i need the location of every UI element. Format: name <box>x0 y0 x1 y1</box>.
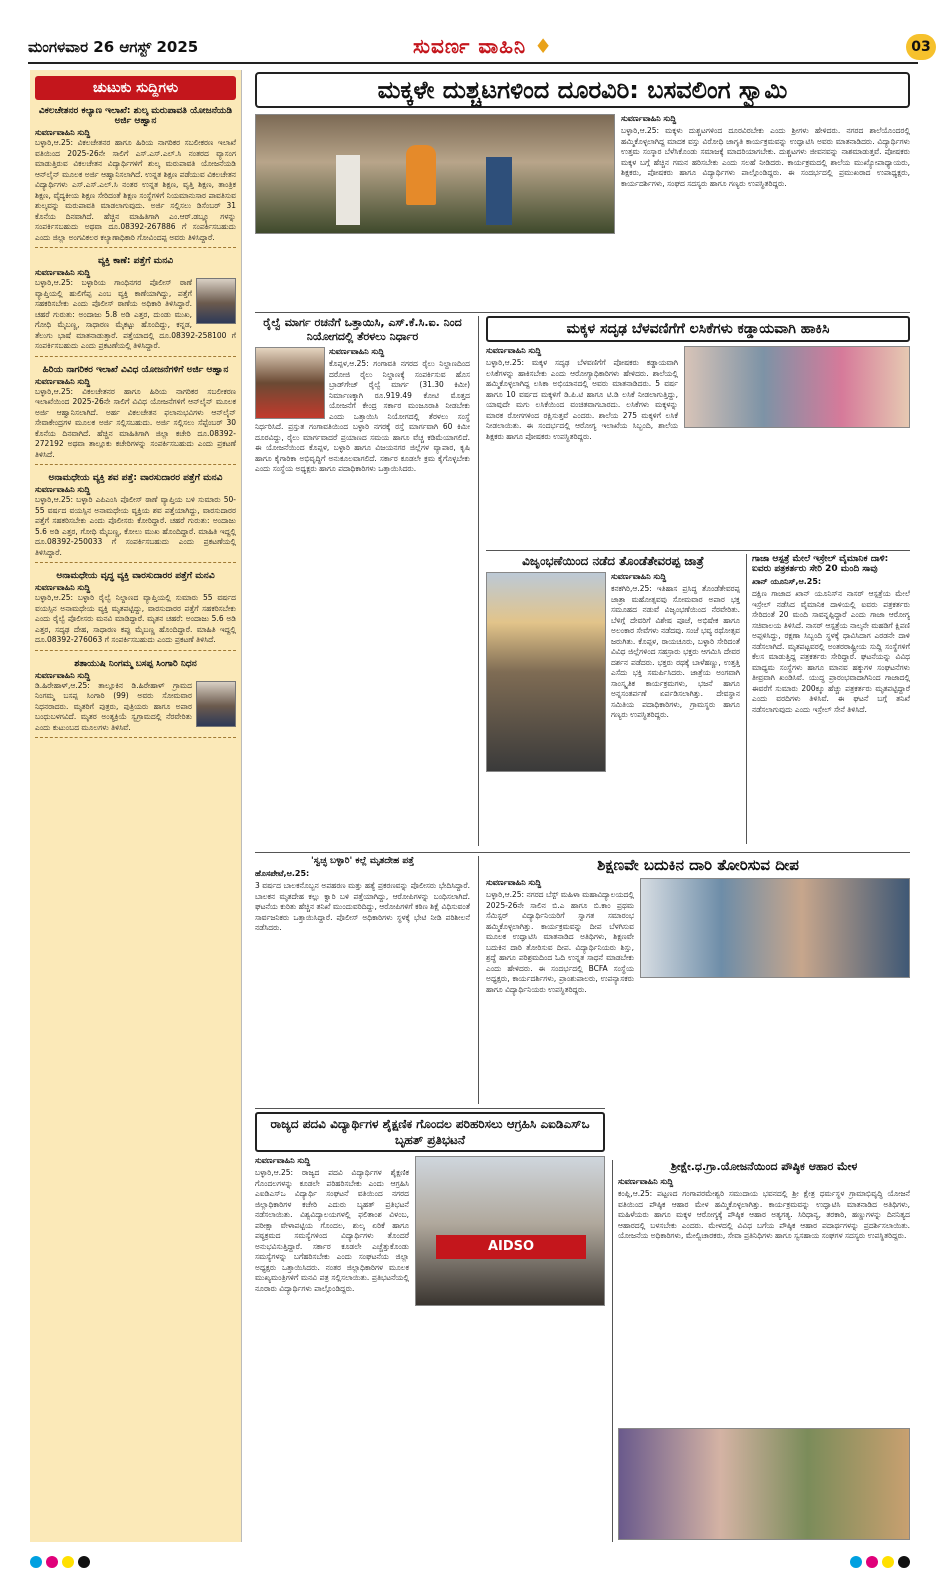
protest-article <box>255 1112 605 1542</box>
brief-byline: ಸುವರ್ಣವಾಹಿನಿ ಸುದ್ದಿ <box>35 583 91 592</box>
registration-mark <box>46 1556 58 1568</box>
gaza-headline: ಗಾಜಾ ಆಸ್ಪತ್ರೆ ಮೇಲೆ ಇಸ್ರೇಲ್ ವೈಮಾನಿಕ ದಾಳಿ: ಐವರು ಪತ್ರಕರ್ತರು ಸೇರಿ 20 ಮಂದಿ ಸಾವು <box>752 554 889 574</box>
protest-text <box>255 1156 605 1294</box>
vaccine-article <box>486 316 910 546</box>
lamp-icon: ♦ <box>534 34 553 58</box>
divider <box>612 1160 613 1542</box>
vaccine-headline: ಮಕ್ಕಳ ಸದೃಢ ಬೆಳವಣಿಗೆಗೆ ಲಸಿಕೆಗಳು ಕಡ್ಡಾಯವಾಗಿ ಹಾಕಿಸಿ <box>486 316 910 342</box>
brief-byline: ಸುವರ್ಣವಾಹಿನಿ ಸುದ್ದಿ <box>35 268 91 277</box>
brief-item <box>35 571 236 651</box>
brief-headline: ಅನಾಮಧೇಯ ವೃದ್ಧ ವ್ಯಕ್ತಿ ವಾರಸುದಾರರ ಪತ್ತೆಗೆ ಮನವಿ <box>56 571 215 581</box>
protest-body: ಬಳ್ಳಾರಿ,ಆ.25: ರಾಜ್ಯದ ಪದವಿ ವಿದ್ಯಾರ್ಥಿಗಳ ಶೈಕ್ಷಣಿಕ ಗೊಂದಲಗಳನ್ನು ಕೂಡಲೇ ಪರಿಹರಿಸಬೇಕು ಎಂದು ಆಗ್ರಹಿಸಿ ಎಐಡಿಎಸ್‌ಒ ವಿದ್ಯಾರ್ಥಿ ಸಂಘಟನೆ ವತಿಯಿಂದ ನಗರದ ಜಿಲ್ಲಾಧಿಕಾರಿಗಳ ಕಚೇರಿ ಎದುರು ಬೃಹತ್ ಪ್ರತಿಭಟನೆ ನಡೆಸಲಾಯಿತು. ವಿಶ್ವವಿದ್ಯಾಲಯಗಳಲ್ಲಿ ಫಲಿತಾಂಶ ವಿಳಂಬ, ಪರೀಕ್ಷಾ ವೇಳಾಪಟ್ಟಿಯ ಗೊಂದಲ, ಶುಲ್ಕ ಏರಿಕೆ ಹಾಗೂ ಪಠ್ಯಕ್ರಮದ ಸಮಸ್ಯೆಗಳಿಂದ ವಿದ್ಯಾರ್ಥಿಗಳು ತೊಂದರೆ ಅನುಭವಿಸುತ್ತಿದ್ದಾರೆ. ಸರ್ಕಾರ ಕೂಡಲೇ ಎಚ್ಚೆತ್ತುಕೊಂಡು ಸಮಸ್ಯೆಗಳನ್ನು ಬಗೆಹರಿಸಬೇಕು ಎಂದು ಸಂಘಟನೆಯ ಜಿಲ್ಲಾ ಅಧ್ಯಕ್ಷರು ಒತ್ತಾಯಿಸಿದರು. ನಂತರ ಜಿಲ್ಲಾಧಿಕಾರಿಗಳ ಮೂಲಕ ಮುಖ್ಯಮಂತ್ರಿಗಳಿಗೆ ಮನವಿ ಪತ್ರ ಸಲ್ಲಿಸಲಾಯಿತು. ಪ್ರತಿಭಟನೆಯಲ್ಲಿ ನೂರಾರು ವಿದ್ಯಾರ್ಥಿಗಳು ಪಾಲ್ಗೊಂಡಿದ್ದರು. <box>255 1168 409 1293</box>
newspaper-name: ಸುವರ್ಣ ವಾಹಿನಿ <box>413 34 527 58</box>
brief-body: ಬಳ್ಳಾರಿ,ಆ.25: ವಿಕಲಚೇತನರ ಹಾಗೂ ಹಿರಿಯ ನಾಗರಿಕರ ಸಬಲೀಕರಣ ಇಲಾಖೆಯಿಂದ 2025-26ನೇ ಸಾಲಿಗೆ ವಿವಿಧ ಯೋಜನೆಗಳಿಗೆ ಆನ್‌ಲೈನ್ ಮೂಲಕ ಅರ್ಜಿ ಆಹ್ವಾನಿಸಲಾಗಿದೆ. ಅರ್ಹ ವಿಕಲಚೇತನ ಫಲಾನುಭವಿಗಳು ಆನ್‌ಲೈನ್ ಸೇವಾಕೇಂದ್ರಗಳ ಮೂಲಕ ಅರ್ಜಿ ಸಲ್ಲಿಸಬಹುದು. ಅರ್ಜಿ ಸಲ್ಲಿಸಲು ಸೆಪ್ಟೆಂಬರ್ 30 ಕೊನೆಯ ದಿನವಾಗಿದೆ. ಹೆಚ್ಚಿನ ಮಾಹಿತಿಗಾಗಿ ಜಿಲ್ಲಾ ಕಚೇರಿ ದೂ.08392-272192 ಅಥವಾ ತಾಲ್ಲೂಕು ಕಚೇರಿಗಳನ್ನು ಸಂಪರ್ಕಿಸಬಹುದು ಎಂದು ಪ್ರಕಟಣೆ ತಿಳಿಸಿದೆ. <box>35 386 236 459</box>
protest-headline: ರಾಜ್ಯದ ಪದವಿ ವಿದ್ಯಾರ್ಥಿಗಳ ಶೈಕ್ಷಣಿಕ ಗೊಂದಲ ಪರಿಹರಿಸಲು ಆಗ್ರಹಿಸಿ ಎಐಡಿಎಸ್‌ಒ ಬೃಹತ್ ಪ್ರತಿಭಟನೆ <box>255 1112 605 1152</box>
registration-mark <box>882 1556 894 1568</box>
brief-portrait <box>196 278 236 324</box>
lamp-byline: ಸುವರ್ಣವಾಹಿನಿ ಸುದ್ದಿ <box>486 878 542 887</box>
brief-body: ಬಳ್ಳಾರಿ,ಆ.25: ವಿಕಲಚೇತನರ ಹಾಗೂ ಹಿರಿಯ ನಾಗರಿಕರ ಸಬಲೀಕರಣ ಇಲಾಖೆ ವತಿಯಿಂದ 2025-26ನೇ ಸಾಲಿಗೆ ಎಸ್.ಎಸ್.ಎಲ್.ಸಿ ನಂತರದ ವ್ಯಾಸಂಗ ಮಾಡುತ್ತಿರುವ ವಿಕಲಚೇತನ ವಿದ್ಯಾರ್ಥಿಗಳಿಗೆ ಶುಲ್ಕ ಮರುಪಾವತಿ ಯೋಜನೆಯಡಿ ಆನ್‌ಲೈನ್ ಮೂಲಕ ಅರ್ಜಿ ಆಹ್ವಾನಿಸಲಾಗಿದೆ. ಉನ್ನತ ಶಿಕ್ಷಣ ಪಡೆಯುವ ವಿಕಲಚೇತನ ವಿದ್ಯಾರ್ಥಿಗಳು ಎಸ್.ಎಸ್.ಎಲ್.ಸಿ ನಂತರ ಉನ್ನತ ಶಿಕ್ಷಣ, ವೃತ್ತಿ ಶಿಕ್ಷಣ, ತಾಂತ್ರಿಕ ಶಿಕ್ಷಣ, ವೈದ್ಯಕೀಯ ಶಿಕ್ಷಣ ಸೇರಿದಂತೆ ಶಿಕ್ಷಣ ಸಂಸ್ಥೆಗಳಿಗೆ ನಿಯಮಾನುಸಾರ ಪಾವತಿಸುವ ಶುಲ್ಕವನ್ನು ಮರುಪಾವತಿ ಮಾಡಲಾಗುವುದು. ಅರ್ಜಿ ಸಲ್ಲಿಸಲು ಡಿಸೆಂಬರ್ 31 ಕೊನೆಯ ದಿನವಾಗಿದೆ. ಹೆಚ್ಚಿನ ಮಾಹಿತಿಗಾಗಿ ಎಂ.ಆರ್.ಡಬ್ಲ್ಯೂ ಗಳನ್ನು ಸಂಪರ್ಕಿಸಬಹುದು ಅಥವಾ ದೂ.08392-267886 ಗೆ ಸಂಪರ್ಕಿಸಬಹುದು ಎಂದು ಜಿಲ್ಲಾ ಅಂಗವಿಕಲರ ಕಲ್ಯಾಣಾಧಿಕಾರಿ ಗೋವಿಂದಪ್ಪ ಅವರು ತಿಳಿಸಿದ್ದಾರೆ. <box>35 138 236 242</box>
gaza-body: ದಕ್ಷಿಣ ಗಾಜಾದ ಖಾನ್ ಯೂನಿಸ್‌ನ ನಾಸರ್ ಆಸ್ಪತ್ರೆಯ ಮೇಲೆ ಇಸ್ರೇಲ್ ನಡೆಸಿದ ವೈಮಾನಿಕ ದಾಳಿಯಲ್ಲಿ ಐವರು ಪತ್ರಕರ್ತರು ಸೇರಿದಂತೆ 20 ಮಂದಿ ಸಾವನ್ನಪ್ಪಿದ್ದಾರೆ ಎಂದು ಗಾಜಾ ಆರೋಗ್ಯ ಸಚಿವಾಲಯ ತಿಳಿಸಿದೆ. ನಾಸರ್ ಆಸ್ಪತ್ರೆಯ ನಾಲ್ಕನೇ ಮಹಡಿಗೆ ಕ್ಷಿಪಣಿ ಅಪ್ಪಳಿಸಿದ್ದು, ರಕ್ಷಣಾ ಸಿಬ್ಬಂದಿ ಸ್ಥಳಕ್ಕೆ ಧಾವಿಸಿದಾಗ ಎರಡನೇ ದಾಳಿ ನಡೆಸಲಾಗಿದೆ. ಮೃತಪಟ್ಟವರಲ್ಲಿ ಅಂತರರಾಷ್ಟ್ರೀಯ ಸುದ್ದಿ ಸಂಸ್ಥೆಗಳಿಗೆ ಕೆಲಸ ಮಾಡುತ್ತಿದ್ದ ಪತ್ರಕರ್ತರು ಸೇರಿದ್ದಾರೆ. ಘಟನೆಯನ್ನು ವಿವಿಧ ಮಾಧ್ಯಮ ಸಂಸ್ಥೆಗಳು ಹಾಗೂ ಮಾನವ ಹಕ್ಕುಗಳ ಸಂಘಟನೆಗಳು ತೀವ್ರವಾಗಿ ಖಂಡಿಸಿವೆ. ಯುದ್ಧ ಪ್ರಾರಂಭವಾದಾಗಿನಿಂದ ಗಾಜಾದಲ್ಲಿ ಈವರೆಗೆ ಸುಮಾರು 200ಕ್ಕೂ ಹೆಚ್ಚು ಪತ್ರಕರ್ತರು ಮೃತಪಟ್ಟಿದ್ದಾರೆ ಎಂದು ವರದಿಗಳು ತಿಳಿಸಿವೆ. ಈ ಘಟನೆ ಬಗ್ಗೆ ತನಿಖೆ ನಡೆಸಲಾಗುವುದು ಎಂದು ಇಸ್ರೇಲ್ ಸೇನೆ ತಿಳಿಸಿದೆ. <box>752 589 910 714</box>
brief-byline: ಸುವರ್ಣವಾಹಿನಿ ಸುದ್ದಿ <box>35 485 91 494</box>
cleanup-body: 3 ವರ್ಷದ ಬಾಲಕನೊಬ್ಬನ ಅಪಹರಣ ಮತ್ತು ಹತ್ಯೆ ಪ್ರಕರಣವನ್ನು ಪೊಲೀಸರು ಭೇದಿಸಿದ್ದಾರೆ. ಬಾಲಕನ ಮೃತದೇಹ ಕಲ್ಲು ಕ್ವಾರಿ ಬಳಿ ಪತ್ತೆಯಾಗಿದ್ದು, ಆರೋಪಿಗಳನ್ನು ಬಂಧಿಸಲಾಗಿದೆ. ಘಟನೆಯ ಕುರಿತು ಹೆಚ್ಚಿನ ತನಿಖೆ ಮುಂದುವರಿದಿದ್ದು, ಆರೋಪಿಗಳಿಗೆ ಕಠಿಣ ಶಿಕ್ಷೆ ವಿಧಿಸುವಂತೆ ಸಾರ್ವಜನಿಕರು ಒತ್ತಾಯಿಸಿದ್ದಾರೆ. ಪೊಲೀಸ್ ಅಧಿಕಾರಿಗಳು ಸ್ಥಳಕ್ಕೆ ಭೇಟಿ ನೀಡಿ ಪರಿಶೀಲನೆ ನಡೆಸಿದರು. <box>255 881 470 932</box>
brief-item <box>35 659 236 739</box>
brief-byline: ಸುವರ್ಣವಾಹಿನಿ ಸುದ್ದಿ <box>35 670 91 680</box>
registration-mark <box>78 1556 90 1568</box>
divider <box>478 856 479 1104</box>
brief-body: ಡಿ.ಹಿರೇಹಾಳ್,ಆ.25: ತಾಲ್ಲೂಕಿನ ಡಿ.ಹಿರೇಹಾಳ್ ಗ್ರಾಮದ ನಿಂಗಮ್ಮ ಬಸಪ್ಪ ಸಿಂಗಾರಿ (99) ಅವರು ಸೋಮವಾರ ನಿಧನರಾದರು. ಮೃತರಿಗೆ ಪುತ್ರರು, ಪುತ್ರಿಯರು ಹಾಗೂ ಅಪಾರ ಬಂಧುಬಳಗವಿದೆ. ಮೃತರ ಅಂತ್ಯಕ್ರಿಯೆ ಸ್ವಗ್ರಾಮದಲ್ಲಿ ನೆರವೇರಿತು ಎಂದು ಕುಟುಂಬದ ಮೂಲಗಳು ತಿಳಿಸಿವೆ. <box>35 680 192 732</box>
divider <box>486 550 910 551</box>
registration-mark <box>866 1556 878 1568</box>
cleanup-headline: 'ಸ್ವಚ್ಛ ಬಳ್ಳಾರಿ' ಕಲ್ಲೆ ಮೃತದೇಹ ಪತ್ತೆ <box>310 856 415 866</box>
gaza-article <box>752 554 910 844</box>
photo-spacer <box>255 114 621 236</box>
vaccine-photo <box>684 346 910 428</box>
vaccine-text <box>486 346 910 442</box>
lead-text <box>255 114 910 304</box>
briefs-banner: ಚುಟುಕು ಸುದ್ದಿಗಳು <box>35 76 236 100</box>
brief-headline: ಅನಾಮಧೇಯ ವ್ಯಕ್ತಿ ಶವ ಪತ್ತೆ: ವಾರಸುದಾರರ ಪತ್ತೆಗೆ ಮನವಿ <box>48 473 223 483</box>
railway-portrait <box>255 347 325 419</box>
brief-headline: ವ್ಯಕ್ತಿ ಕಾಣೆ: ಪತ್ತೆಗೆ ಮನವಿ <box>97 256 174 266</box>
divider <box>255 312 910 313</box>
aidso-banner: AIDSO <box>436 1235 586 1259</box>
lead-article <box>255 114 910 304</box>
divider <box>255 1108 605 1109</box>
lamp-article <box>486 856 910 1156</box>
brief-item <box>35 473 236 563</box>
chariot-photo <box>486 572 606 772</box>
lead-headline: ಮಕ್ಕಳೇ ದುಶ್ಚಟಗಳಿಂದ ದೂರವಿರಿ: ಬಸವಲಿಂಗ ಸ್ವಾಮಿ <box>255 72 910 108</box>
fair-headline: ವಿಜೃಂಭಣೆಯಿಂದ ನಡೆದ ತೊಂಡೆತೇವರಪ್ಪ ಜಾತ್ರೆ <box>522 554 704 568</box>
divider <box>478 316 479 846</box>
fair-byline: ಸುವರ್ಣವಾಹಿನಿ ಸುದ್ದಿ <box>611 572 667 581</box>
gaza-byline: ಖಾನ್ ಯೂನಿಸ್,ಆ.25: <box>752 577 822 586</box>
registration-mark <box>898 1556 910 1568</box>
issue-date: ಮಂಗಳವಾರ 26 ಆಗಸ್ಟ್ 2025 <box>28 38 199 56</box>
protest-byline: ಸುವರ್ಣವಾಹಿನಿ ಸುದ್ದಿ <box>255 1156 311 1165</box>
brief-body: ಬಳ್ಳಾರಿ,ಆ.25: ಬಳ್ಳಾರಿ ರೈಲ್ವೆ ನಿಲ್ದಾಣದ ವ್ಯಾಪ್ತಿಯಲ್ಲಿ ಸುಮಾರು 55 ವರ್ಷದ ವಯಸ್ಸಿನ ಅನಾಮಧೇಯ ವ್ಯಕ್ತಿ ಮೃತಪಟ್ಟಿದ್ದು, ವಾರಸುದಾರರ ಪತ್ತೆಗೆ ಸಹಕರಿಸಬೇಕು ಎಂದು ರೈಲ್ವೆ ಪೊಲೀಸರು ಮನವಿ ಮಾಡಿದ್ದಾರೆ. ಮೃತನ ಚಹರೆ: ಅಂದಾಜು 5.6 ಅಡಿ ಎತ್ತರ, ಸದೃಢ ದೇಹ, ಸಾಧಾರಣ ಕಪ್ಪು ಮೈಬಣ್ಣ ಹೊಂದಿದ್ದಾರೆ. ಮಾಹಿತಿ ಇದ್ದಲ್ಲಿ ದೂ.08392-276063 ಗೆ ಸಂಪರ್ಕಿಸಬಹುದು ಎಂದು ಪ್ರಕಟಣೆ ತಿಳಿಸಿದೆ. <box>35 593 236 644</box>
railway-body: ಕೊಪ್ಪಳ,ಆ.25: ಗಂಗಾವತಿ ನಗರದ ರೈಲು ನಿಲ್ದಾಣದಿಂದ ದರೋಜಿ ರೈಲು ನಿಲ್ದಾಣಕ್ಕೆ ಸಂಪರ್ಕಿಸುವ ಹೊಸ ಬ್ರಾಡ್‌ಗೇಜ್ ರೈಲ್ವೆ ಮಾರ್ಗ (31.30 ಕಿಮೀ) ನಿರ್ಮಾಣಕ್ಕಾಗಿ ರೂ.919.49 ಕೋಟಿ ಮೊತ್ತದ ಯೋಜನೆಗೆ ಕೇಂದ್ರ ಸರ್ಕಾರ ಮಂಜೂರಾತಿ ನೀಡಬೇಕು ಎಂದು ಒತ್ತಾಯಿಸಿ ನಿಯೋಗದಲ್ಲಿ ತೆರಳಲು ಸಂಸ್ಥೆ ನಿರ್ಧರಿಸಿದೆ. ಪ್ರಸ್ತುತ ಗಂಗಾವತಿಯಿಂದ ಬಳ್ಳಾರಿ ನಗರಕ್ಕೆ ರಸ್ತೆ ಮಾರ್ಗವಾಗಿ 60 ಕಿಮೀ ದೂರವಿದ್ದು, ರೈಲು ಮಾರ್ಗವಾದರೆ ಪ್ರಯಾಣದ ಸಮಯ ಹಾಗೂ ವೆಚ್ಚ ಕಡಿಮೆಯಾಗಲಿದೆ. ಈ ಯೋಜನೆಯಿಂದ ಕೊಪ್ಪಳ, ಬಳ್ಳಾರಿ ಹಾಗೂ ವಿಜಯನಗರ ಜಿಲ್ಲೆಗಳ ವ್ಯಾಪಾರ, ಕೃಷಿ ಹಾಗೂ ಕೈಗಾರಿಕಾ ಅಭಿವೃದ್ಧಿಗೆ ಅನುಕೂಲವಾಗಲಿದೆ. ಸರ್ಕಾರ ಕೂಡಲೇ ಕ್ರಮ ಕೈಗೊಳ್ಳಬೇಕು ಎಂದು ಸಂಸ್ಥೆಯ ಅಧ್ಯಕ್ಷರು ಹಾಗೂ ಪದಾಧಿಕಾರಿಗಳು ಒತ್ತಾಯಿಸಿದರು. <box>255 359 470 473</box>
brief-portrait <box>196 681 236 727</box>
brief-headline: ಹಿರಿಯ ನಾಗರಿಕರ ಇಲಾಖೆ ವಿವಿಧ ಯೋಜನೆಗಳಿಗೆ ಅರ್ಜಿ ಆಹ್ವಾನ <box>42 364 229 375</box>
vaccine-body: ಬಳ್ಳಾರಿ,ಆ.25: ಮಕ್ಕಳ ಸದೃಢ ಬೆಳವಣಿಗೆಗೆ ಪೋಷಕರು ಕಡ್ಡಾಯವಾಗಿ ಲಸಿಕೆಗಳನ್ನು ಹಾಕಿಸಬೇಕು ಎಂದು ಆರೋಗ್ಯಾಧಿಕಾರಿಗಳು ಹೇಳಿದರು. ಶಾಲೆಯಲ್ಲಿ ಹಮ್ಮಿಕೊಳ್ಳಲಾಗಿದ್ದ ಲಸಿಕಾ ಅಭಿಯಾನದಲ್ಲಿ ಅವರು ಮಾತನಾಡಿದರು. 5 ವರ್ಷ ಹಾಗೂ 10 ವರ್ಷದ ಮಕ್ಕಳಿಗೆ ಡಿ.ಪಿ.ಟಿ ಹಾಗೂ ಟಿ.ಡಿ ಲಸಿಕೆ ನೀಡಲಾಗುತ್ತಿದ್ದು, ಯಾವುದೇ ಮಗು ಲಸಿಕೆಯಿಂದ ವಂಚಿತವಾಗಬಾರದು. ಲಸಿಕೆಗಳು ಮಕ್ಕಳನ್ನು ಮಾರಕ ರೋಗಗಳಿಂದ ರಕ್ಷಿಸುತ್ತವೆ ಎಂದರು. ಶಾಲೆಯ 275 ಮಕ್ಕಳಿಗೆ ಲಸಿಕೆ ನೀಡಲಾಯಿತು. ಈ ಸಂದರ್ಭದಲ್ಲಿ ಆರೋಗ್ಯ ಇಲಾಖೆಯ ಸಿಬ್ಬಂದಿ, ಶಾಲೆಯ ಶಿಕ್ಷಕರು ಹಾಗೂ ಪೋಷಕರು ಉಪಸ್ಥಿತರಿದ್ದರು. <box>486 358 678 441</box>
brief-body: ಬಳ್ಳಾರಿ,ಆ.25: ಬಳ್ಳಾರಿ ಎಪಿಎಂಸಿ ಪೊಲೀಸ್ ಠಾಣೆ ವ್ಯಾಪ್ತಿಯ ಬಳಿ ಸುಮಾರು 50-55 ವರ್ಷದ ವಯಸ್ಸಿನ ಅನಾಮಧೇಯ ವ್ಯಕ್ತಿಯ ಶವ ಪತ್ತೆಯಾಗಿದ್ದು, ವಾರಸುದಾರರ ಪತ್ತೆಗೆ ಸಹಕರಿಸಬೇಕು ಎಂದು ಪೊಲೀಸರು ಕೋರಿದ್ದಾರೆ. ಚಹರೆ ಗುರುತು: ಅಂದಾಜು 5.6 ಅಡಿ ಎತ್ತರ, ಗೋಧಿ ಮೈಬಣ್ಣ, ಕೋಲು ಮುಖ ಹೊಂದಿದ್ದಾರೆ. ಮಾಹಿತಿ ಇದ್ದಲ್ಲಿ ದೂ.08392-250033 ಗೆ ಸಂಪರ್ಕಿಸಬಹುದು ಎಂದು ಪ್ರಕಟಣೆಯಲ್ಲಿ ತಿಳಿಸಿದ್ದಾರೆ. <box>35 495 236 557</box>
nutrition-headline: ಶ್ರೀಕ್ಷೇ.ಧ.ಗ್ರಾ.ಯೋಜನೆಯಿಂದ ಪೌಷ್ಠಿಕ ಆಹಾರ ಮೇಳ <box>670 1160 858 1173</box>
brief-item <box>35 256 236 357</box>
nutrition-body: ಕಂಪ್ಲಿ,ಆ.25: ಪಟ್ಟಣದ ಗಂಗಾಪರಮೇಶ್ವರಿ ಸಮುದಾಯ ಭವನದಲ್ಲಿ ಶ್ರೀ ಕ್ಷೇತ್ರ ಧರ್ಮಸ್ಥಳ ಗ್ರಾಮಾಭಿವೃದ್ಧಿ ಯೋಜನೆ ವತಿಯಿಂದ ಪೌಷ್ಠಿಕ ಆಹಾರ ಮೇಳ ಹಮ್ಮಿಕೊಳ್ಳಲಾಗಿತ್ತು. ಕಾರ್ಯಕ್ರಮವನ್ನು ಉದ್ಘಾಟಿಸಿ ಮಾತನಾಡಿದ ಅತಿಥಿಗಳು, ಮಹಿಳೆಯರು ಹಾಗೂ ಮಕ್ಕಳ ಆರೋಗ್ಯಕ್ಕೆ ಪೌಷ್ಠಿಕ ಆಹಾರ ಅತ್ಯಗತ್ಯ. ಸಿರಿಧಾನ್ಯ, ತರಕಾರಿ, ಹಣ್ಣುಗಳನ್ನು ದಿನನಿತ್ಯದ ಆಹಾರದಲ್ಲಿ ಬಳಸಬೇಕು ಎಂದರು. ಮೇಳದಲ್ಲಿ ವಿವಿಧ ಬಗೆಯ ಪೌಷ್ಠಿಕ ಆಹಾರ ಪದಾರ್ಥಗಳನ್ನು ಪ್ರದರ್ಶಿಸಲಾಯಿತು. ಯೋಜನೆಯ ಅಧಿಕಾರಿಗಳು, ಮೇಲ್ವಿಚಾರಕರು, ಸೇವಾ ಪ್ರತಿನಿಧಿಗಳು ಹಾಗೂ ಸ್ವಸಹಾಯ ಸಂಘಗಳ ಸದಸ್ಯರು ಉಪಸ್ಥಿತರಿದ್ದರು. <box>618 1189 910 1240</box>
registration-mark <box>30 1556 42 1568</box>
lamp-text <box>486 878 910 995</box>
lead-body: ಬಳ್ಳಾರಿ,ಆ.25: ಮಕ್ಕಳು ದುಶ್ಚಟಗಳಿಂದ ದೂರವಿರಬೇಕು ಎಂದು ಶ್ರೀಗಳು ಹೇಳಿದರು. ನಗರದ ಶಾಲೆಯೊಂದರಲ್ಲಿ ಹಮ್ಮಿಕೊಳ್ಳಲಾಗಿದ್ದ ಮಾದಕ ವಸ್ತು ವಿರೋಧಿ ಜಾಗೃತಿ ಕಾರ್ಯಕ್ರಮವನ್ನು ಉದ್ಘಾಟಿಸಿ ಅವರು ಮಾತನಾಡಿದರು. ವಿದ್ಯಾರ್ಥಿಗಳು ಉತ್ತಮ ಸಂಸ್ಕಾರ ಬೆಳೆಸಿಕೊಂಡು ಸಮಾಜಕ್ಕೆ ಮಾದರಿಯಾಗಬೇಕು. ದುಶ್ಚಟಗಳು ಜೀವನವನ್ನು ನಾಶಮಾಡುತ್ತವೆ. ಪೋಷಕರು ಮಕ್ಕಳ ಬಗ್ಗೆ ಹೆಚ್ಚಿನ ಗಮನ ಹರಿಸಬೇಕು ಎಂದು ಸಲಹೆ ನೀಡಿದರು. ಕಾರ್ಯಕ್ರಮದಲ್ಲಿ ಶಾಲೆಯ ಮುಖ್ಯೋಪಾಧ್ಯಾಯರು, ಶಿಕ್ಷಕರು, ಪೋಷಕರು ಹಾಗೂ ವಿದ್ಯಾರ್ಥಿಗಳು ಪಾಲ್ಗೊಂಡಿದ್ದರು. ಈ ಸಂದರ್ಭದಲ್ಲಿ ಪ್ರಮುಖರಾದ ಉಪಾಧ್ಯಕ್ಷರು, ಕಾರ್ಯದರ್ಶಿಗಳು, ಸಂಘದ ಸದಸ್ಯರು ಹಾಗೂ ಗಣ್ಯರು ಉಪಸ್ಥಿತರಿದ್ದರು. <box>621 126 910 188</box>
fair-article <box>486 554 740 844</box>
divider <box>255 852 910 853</box>
registration-mark <box>62 1556 74 1568</box>
registration-mark <box>850 1556 862 1568</box>
brief-item <box>35 365 236 466</box>
vaccine-byline: ಸುವರ್ಣವಾಹಿನಿ ಸುದ್ದಿ <box>486 346 542 355</box>
brief-headline: ವಿಕಲಚೇತನರ ಕಲ್ಯಾಣ ಇಲಾಖೆ: ಶುಲ್ಕ ಮರುಪಾವತಿ ಯೋಜನೆಯಡಿ ಅರ್ಜಿ ಆಹ್ವಾನ <box>38 106 233 126</box>
lamp-photo <box>640 878 910 978</box>
protest-photo <box>415 1156 605 1306</box>
newspaper-title <box>413 34 553 58</box>
nutrition-article <box>618 1160 910 1542</box>
briefs-column <box>30 70 242 1542</box>
brief-byline: ಸುವರ್ಣವಾಹಿನಿ ಸುದ್ದಿ <box>35 128 91 137</box>
railway-byline: ಸುವರ್ಣವಾಹಿನಿ ಸುದ್ದಿ <box>329 347 385 356</box>
lamp-body: ಬಳ್ಳಾರಿ,ಆ.25: ನಗರದ ಬೆಸ್ಟ್ ಮಹಿಳಾ ಮಹಾವಿದ್ಯಾಲಯದಲ್ಲಿ 2025-26ನೇ ಸಾಲಿನ ಬಿ.ಎ ಹಾಗೂ ಬಿ.ಕಾಂ ಪ್ರಥಮ ಸೆಮಿಸ್ಟರ್ ವಿದ್ಯಾರ್ಥಿನಿಯರಿಗೆ ಸ್ವಾಗತ ಸಮಾರಂಭ ಹಮ್ಮಿಕೊಳ್ಳಲಾಗಿತ್ತು. ಕಾರ್ಯಕ್ರಮವನ್ನು ದೀಪ ಬೆಳಗಿಸುವ ಮೂಲಕ ಉದ್ಘಾಟಿಸಿ ಮಾತನಾಡಿದ ಅತಿಥಿಗಳು, ಶಿಕ್ಷಣವೇ ಬದುಕಿನ ದಾರಿ ತೋರಿಸುವ ದೀಪ. ವಿದ್ಯಾರ್ಥಿನಿಯರು ಶಿಸ್ತು, ಶ್ರದ್ಧೆ ಹಾಗೂ ಪರಿಶ್ರಮದಿಂದ ಓದಿ ಉನ್ನತ ಸಾಧನೆ ಮಾಡಬೇಕು ಎಂದು ಹೇಳಿದರು. ಈ ಸಂದರ್ಭದಲ್ಲಿ BCFA ಸಂಸ್ಥೆಯ ಅಧ್ಯಕ್ಷರು, ಕಾರ್ಯದರ್ಶಿಗಳು, ಪ್ರಾಂಶುಪಾಲರು, ಉಪನ್ಯಾಸಕರು ಹಾಗೂ ವಿದ್ಯಾರ್ಥಿನಿಯರು ಉಪಸ್ಥಿತರಿದ್ದರು. <box>486 890 634 994</box>
divider <box>746 554 747 844</box>
lead-byline: ಸುವರ್ಣವಾಹಿನಿ ಸುದ್ದಿ <box>621 114 677 123</box>
nutrition-byline: ಸುವರ್ಣವಾಹಿನಿ ಸುದ್ದಿ <box>618 1177 674 1186</box>
masthead <box>28 32 931 64</box>
cleanup-byline: ಹೊಸಪೇಟೆ,ಆ.25: <box>255 869 310 878</box>
lamp-headline: ಶಿಕ್ಷಣವೇ ಬದುಕಿನ ದಾರಿ ತೋರಿಸುವ ದೀಪ <box>597 856 799 874</box>
cleanup-article <box>255 856 470 1104</box>
briefs-list <box>35 106 236 738</box>
fair-text <box>486 572 740 721</box>
railway-headline: ರೈಲ್ವೆ ಮಾರ್ಗ ರಚನೆಗೆ ಒತ್ತಾಯಿಸಿ, ಎಸ್.ಕೆ.ಸಿ.ಐ. ನಿಂದ ನಿಯೋಗದಲ್ಲಿ ತೆರಳಲು ನಿರ್ಧಾರ <box>263 316 462 343</box>
brief-body: ಬಳ್ಳಾರಿ,ಆ.25: ಬಳ್ಳಾರಿಯ ಗಾಂಧಿನಗರ ಪೊಲೀಸ್ ಠಾಣೆ ವ್ಯಾಪ್ತಿಯಲ್ಲಿ ಹುಲಿಗೆಪ್ಪ ಎಂಬ ವ್ಯಕ್ತಿ ಕಾಣೆಯಾಗಿದ್ದು, ಪತ್ತೆಗೆ ಸಹಕರಿಸಬೇಕು ಎಂದು ಪೊಲೀಸ್ ಠಾಣೆಯ ಅಧಿಕಾರಿ ತಿಳಿಸಿದ್ದಾರೆ. ಚಹರೆ ಗುರುತು: ಅಂದಾಜು 5.8 ಅಡಿ ಎತ್ತರ, ದುಂಡು ಮುಖ, ಗೋಧಿ ಮೈಬಣ್ಣ, ಸಾಧಾರಣ ಮೈಕಟ್ಟು ಹೊಂದಿದ್ದು, ಕನ್ನಡ, ತೆಲುಗು ಭಾಷೆ ಮಾತನಾಡುತ್ತಾರೆ. ಪತ್ತೆಯಾದಲ್ಲಿ ದೂ.08392-258100 ಗೆ ಸಂಪರ್ಕಿಸಬಹುದು ಎಂದು ಪ್ರಕಟಣೆಯಲ್ಲಿ ತಿಳಿಸಿದ್ದಾರೆ. <box>35 278 236 350</box>
brief-headline: ಶತಾಯುಷಿ ನಿಂಗಮ್ಮ ಬಸಪ್ಪ ಸಿಂಗಾರಿ ನಿಧನ <box>74 658 197 669</box>
brief-byline: ಸುವರ್ಣವಾಹಿನಿ ಸುದ್ದಿ <box>35 376 91 386</box>
fair-body: ಕನಕಗಿರಿ,ಆ.25: ಇತಿಹಾಸ ಪ್ರಸಿದ್ಧ ತೊಂಡೆತೇವರಪ್ಪ ಜಾತ್ರಾ ಮಹೋತ್ಸವವು ಸೋಮವಾರ ಅಪಾರ ಭಕ್ತ ಸಮೂಹದ ನಡುವೆ ವಿಜೃಂಭಣೆಯಿಂದ ನೆರವೇರಿತು. ಬೆಳಿಗ್ಗೆ ದೇವರಿಗೆ ವಿಶೇಷ ಪೂಜೆ, ಅಭಿಷೇಕ ಹಾಗೂ ಅಲಂಕಾರ ಸೇವೆಗಳು ನಡೆದವು. ಸಂಜೆ ಭವ್ಯ ರಥೋತ್ಸವ ಜರುಗಿತು. ಕೊಪ್ಪಳ, ರಾಯಚೂರು, ಬಳ್ಳಾರಿ ಸೇರಿದಂತೆ ವಿವಿಧ ಜಿಲ್ಲೆಗಳಿಂದ ಸಹಸ್ರಾರು ಭಕ್ತರು ಆಗಮಿಸಿ ದೇವರ ದರ್ಶನ ಪಡೆದರು. ಭಕ್ತರು ರಥಕ್ಕೆ ಬಾಳೆಹಣ್ಣು, ಉತ್ತತ್ತಿ ಎಸೆದು ಭಕ್ತಿ ಸಮರ್ಪಿಸಿದರು. ಜಾತ್ರೆಯ ಅಂಗವಾಗಿ ಸಾಂಸ್ಕೃತಿಕ ಕಾರ್ಯಕ್ರಮಗಳು, ಭಜನೆ ಹಾಗೂ ಅನ್ನಸಂತರ್ಪಣೆ ಏರ್ಪಡಿಸಲಾಗಿತ್ತು. ದೇವಸ್ಥಾನ ಸಮಿತಿಯ ಪದಾಧಿಕಾರಿಗಳು, ಗ್ರಾಮಸ್ಥರು ಹಾಗೂ ಗಣ್ಯರು ಉಪಸ್ಥಿತರಿದ್ದರು. <box>611 584 740 719</box>
brief-item <box>35 106 236 248</box>
nutrition-photo <box>618 1428 910 1540</box>
railway-article <box>255 316 470 846</box>
page-number: 03 <box>906 34 936 60</box>
